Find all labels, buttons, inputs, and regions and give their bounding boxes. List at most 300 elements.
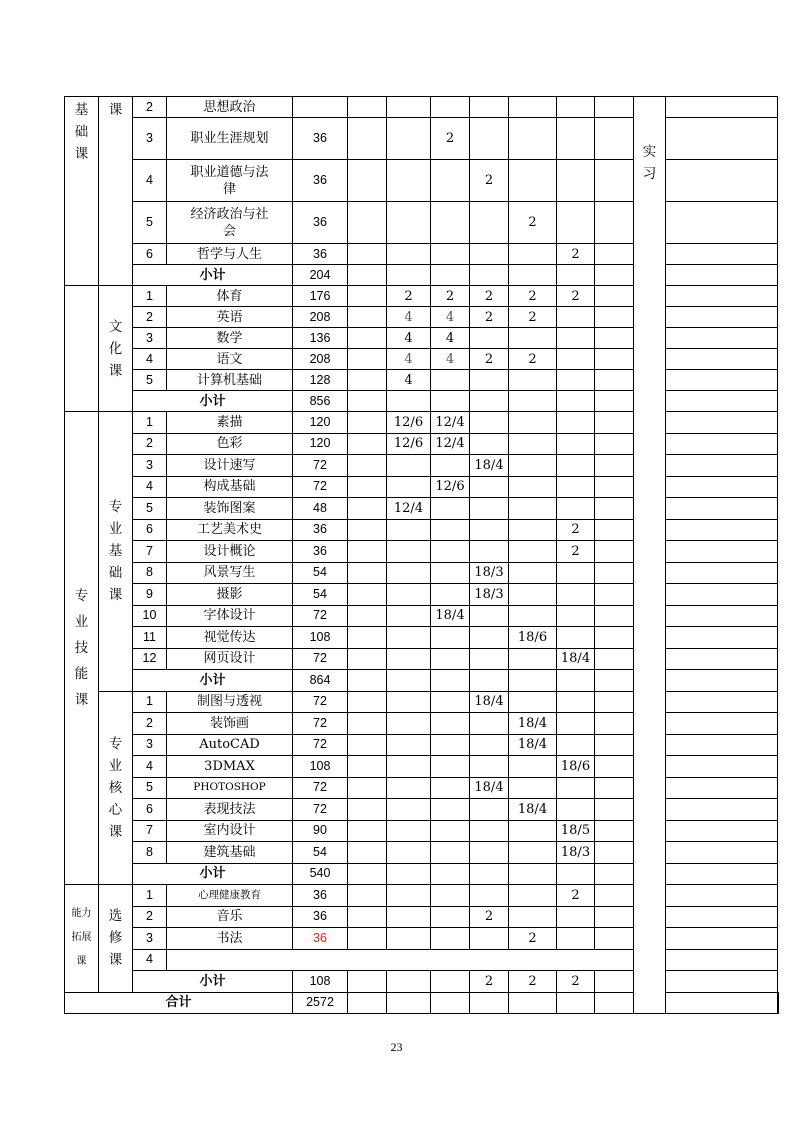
semester-2: 18/4 xyxy=(431,605,470,627)
row-no: 1 xyxy=(133,412,167,434)
semester-4: 18/4 xyxy=(509,734,557,756)
row-no: 5 xyxy=(133,777,167,799)
course-hours: 36 xyxy=(293,906,348,928)
course-hours: 36 xyxy=(293,118,348,160)
semester-3: 18/4 xyxy=(470,691,509,713)
semester-2 xyxy=(431,627,470,649)
semester-2 xyxy=(431,648,470,670)
empty-cell xyxy=(509,265,557,286)
empty-cell xyxy=(666,799,778,821)
empty-cell xyxy=(666,906,778,928)
semester-2: 4 xyxy=(431,349,470,370)
practice-label: 实习 xyxy=(642,144,657,182)
row-no: 2 xyxy=(133,713,167,735)
empty-cell xyxy=(557,391,595,412)
empty-cell xyxy=(557,863,595,885)
semester-4 xyxy=(509,756,557,778)
empty-cell xyxy=(595,863,634,885)
course-hours: 90 xyxy=(293,820,348,842)
semester-3 xyxy=(470,799,509,821)
empty-cell xyxy=(431,992,470,1014)
row-no: 5 xyxy=(133,370,167,391)
empty-cell xyxy=(595,713,634,735)
empty-cell xyxy=(348,455,387,477)
course-hours: 72 xyxy=(293,713,348,735)
course-hours: 36 xyxy=(293,244,348,265)
row-no: 3 xyxy=(133,455,167,477)
semester-1 xyxy=(387,842,431,864)
semester-4 xyxy=(509,328,557,349)
empty-cell xyxy=(348,605,387,627)
total-label: 合计 xyxy=(65,992,293,1014)
empty-cell xyxy=(666,756,778,778)
empty-cell xyxy=(666,349,778,370)
empty-cell xyxy=(509,391,557,412)
course-name: 装饰图案 xyxy=(167,498,293,520)
empty-cell xyxy=(348,756,387,778)
subtotal-label: 小计 xyxy=(133,670,293,692)
semester-5 xyxy=(557,605,595,627)
empty-cell xyxy=(470,992,509,1014)
empty-cell xyxy=(595,412,634,434)
empty-cell xyxy=(595,97,634,118)
empty-cell xyxy=(348,541,387,563)
empty-cell xyxy=(509,863,557,885)
row-no: 4 xyxy=(133,756,167,778)
semester-5 xyxy=(557,799,595,821)
empty-cell xyxy=(470,863,509,885)
empty-cell xyxy=(666,244,778,265)
semester-3 xyxy=(470,842,509,864)
semester-4 xyxy=(509,541,557,563)
empty-cell xyxy=(666,584,778,606)
empty-cell xyxy=(595,476,634,498)
semester-3 xyxy=(470,244,509,265)
course-name: 设计概论 xyxy=(167,541,293,563)
semester-4 xyxy=(509,97,557,118)
empty-cell xyxy=(666,605,778,627)
semester-1: 2 xyxy=(387,286,431,307)
empty-cell xyxy=(348,734,387,756)
empty-cell xyxy=(387,670,431,692)
course-hours: 54 xyxy=(293,842,348,864)
course-hours: 54 xyxy=(293,584,348,606)
semester-4: 18/4 xyxy=(509,713,557,735)
subtotal-hours: 540 xyxy=(293,863,348,885)
empty-cell xyxy=(595,349,634,370)
empty-cell xyxy=(666,691,778,713)
semester-4: 2 xyxy=(509,349,557,370)
semester-3: 2 xyxy=(470,160,509,202)
semester-2 xyxy=(431,842,470,864)
semester-3 xyxy=(470,605,509,627)
course-name: 表现技法 xyxy=(167,799,293,821)
empty-cell xyxy=(666,519,778,541)
empty-cell xyxy=(666,97,778,118)
empty-cell xyxy=(595,756,634,778)
course-name: 计算机基础 xyxy=(167,370,293,391)
row-no: 3 xyxy=(133,734,167,756)
curriculum-table xyxy=(64,96,779,1014)
row-no: 2 xyxy=(133,906,167,928)
semester-5: 18/3 xyxy=(557,842,595,864)
course-hours: 36 xyxy=(293,519,348,541)
course-name: 室内设计 xyxy=(167,820,293,842)
empty-cell xyxy=(595,992,634,1014)
empty-cell xyxy=(348,906,387,928)
empty-cell xyxy=(348,820,387,842)
empty-cell xyxy=(666,455,778,477)
semester-3 xyxy=(470,820,509,842)
empty-cell xyxy=(509,670,557,692)
row-no: 4 xyxy=(133,949,167,971)
semester-1 xyxy=(387,885,431,907)
semester-4 xyxy=(509,455,557,477)
empty-cell xyxy=(666,541,778,563)
course-hours: 208 xyxy=(293,307,348,328)
semester-4 xyxy=(509,605,557,627)
empty-cell xyxy=(348,391,387,412)
semester-3 xyxy=(470,627,509,649)
semester-2: 4 xyxy=(431,328,470,349)
empty-cell xyxy=(431,391,470,412)
empty-cell xyxy=(666,734,778,756)
empty-cell xyxy=(666,476,778,498)
semester-3 xyxy=(470,97,509,118)
course-hours: 72 xyxy=(293,799,348,821)
semester-1: 4 xyxy=(387,307,431,328)
course-hours: 120 xyxy=(293,433,348,455)
empty-cell xyxy=(595,885,634,907)
empty-cell xyxy=(666,713,778,735)
course-name xyxy=(167,160,293,202)
semester-2 xyxy=(431,97,470,118)
page-number: 23 xyxy=(390,1040,403,1054)
course-name: 建筑基础 xyxy=(167,842,293,864)
row-no: 9 xyxy=(133,584,167,606)
empty-cell xyxy=(387,863,431,885)
semester-2 xyxy=(431,906,470,928)
empty-cell xyxy=(595,519,634,541)
empty-cell xyxy=(348,777,387,799)
semester-1 xyxy=(387,820,431,842)
semester-2 xyxy=(431,562,470,584)
semester-2 xyxy=(431,541,470,563)
semester-5 xyxy=(557,412,595,434)
semester-3: 18/4 xyxy=(470,455,509,477)
empty-cell xyxy=(348,265,387,286)
row-no: 3 xyxy=(133,928,167,950)
empty-cell xyxy=(348,307,387,328)
empty-cell xyxy=(348,498,387,520)
row-no: 4 xyxy=(133,476,167,498)
semester-3 xyxy=(470,885,509,907)
semester-4 xyxy=(509,584,557,606)
semester-3 xyxy=(470,370,509,391)
semester-1 xyxy=(387,906,431,928)
empty-cell xyxy=(666,265,778,286)
semester-4 xyxy=(509,820,557,842)
empty-cell xyxy=(666,286,778,307)
semester-2 xyxy=(431,498,470,520)
empty-cell xyxy=(595,202,634,244)
empty-cell xyxy=(666,412,778,434)
empty-cell xyxy=(595,648,634,670)
semester-3: 2 xyxy=(470,349,509,370)
semester-3 xyxy=(470,648,509,670)
empty-cell xyxy=(595,562,634,584)
empty-cell xyxy=(595,799,634,821)
row-no: 5 xyxy=(133,498,167,520)
semester-2: 12/4 xyxy=(431,412,470,434)
semester-4 xyxy=(509,648,557,670)
empty-cell xyxy=(595,455,634,477)
row-no: 2 xyxy=(133,433,167,455)
empty-cell xyxy=(595,971,634,993)
semester-2: 12/6 xyxy=(431,476,470,498)
course-name: 书法 xyxy=(167,928,293,950)
semester-2 xyxy=(431,777,470,799)
semester-1 xyxy=(387,584,431,606)
semester-1: 4 xyxy=(387,328,431,349)
semester-4 xyxy=(509,160,557,202)
empty-cell xyxy=(348,584,387,606)
course-name: 英语 xyxy=(167,307,293,328)
empty-cell xyxy=(470,265,509,286)
semester-5 xyxy=(557,97,595,118)
row-no: 3 xyxy=(133,328,167,349)
empty-cell xyxy=(348,433,387,455)
semester-3 xyxy=(470,734,509,756)
empty-cell xyxy=(470,391,509,412)
semester-5 xyxy=(557,928,595,950)
semester-3 xyxy=(470,928,509,950)
subcategory-foundation-label: 专业基础课 xyxy=(108,499,123,604)
empty-cell xyxy=(557,670,595,692)
subcategory-politics-label: 课 xyxy=(108,102,123,118)
empty-cell xyxy=(348,286,387,307)
semester-4 xyxy=(509,519,557,541)
semester-4 xyxy=(509,244,557,265)
semester-5 xyxy=(557,160,595,202)
row-no: 8 xyxy=(133,562,167,584)
empty-cell xyxy=(348,202,387,244)
course-hours xyxy=(293,97,348,118)
empty-cell xyxy=(557,265,595,286)
course-name: 摄影 xyxy=(167,584,293,606)
course-name: 音乐 xyxy=(167,906,293,928)
course-name xyxy=(167,202,293,244)
semester-3: 18/3 xyxy=(470,584,509,606)
semester-2 xyxy=(431,244,470,265)
subtotal-hours: 856 xyxy=(293,391,348,412)
empty-cell xyxy=(348,670,387,692)
empty-cell xyxy=(595,328,634,349)
empty-cell xyxy=(348,160,387,202)
empty-cell xyxy=(348,349,387,370)
semester-2 xyxy=(431,370,470,391)
semester-5: 2 xyxy=(557,519,595,541)
semester-1 xyxy=(387,777,431,799)
empty-cell xyxy=(348,412,387,434)
semester-4 xyxy=(509,842,557,864)
semester-3 xyxy=(470,202,509,244)
semester-2 xyxy=(431,885,470,907)
subtotal-semester-4: 2 xyxy=(509,971,557,993)
semester-1: 12/6 xyxy=(387,433,431,455)
semester-5 xyxy=(557,498,595,520)
semester-5 xyxy=(557,118,595,160)
semester-4 xyxy=(509,412,557,434)
course-hours: 36 xyxy=(293,541,348,563)
semester-2 xyxy=(431,519,470,541)
empty-cell xyxy=(431,863,470,885)
course-name: 3DMAX xyxy=(167,756,293,778)
course-hours: 72 xyxy=(293,476,348,498)
course-hours-highlighted: 36 xyxy=(293,928,348,950)
semester-4 xyxy=(509,691,557,713)
semester-3 xyxy=(470,476,509,498)
row-no: 10 xyxy=(133,605,167,627)
empty-cell xyxy=(595,118,634,160)
course-hours: 208 xyxy=(293,349,348,370)
empty-cell xyxy=(348,799,387,821)
empty-cell xyxy=(595,842,634,864)
semester-1 xyxy=(387,476,431,498)
semester-4 xyxy=(509,562,557,584)
semester-2 xyxy=(431,160,470,202)
empty-cell xyxy=(348,519,387,541)
empty-cell xyxy=(595,541,634,563)
semester-1 xyxy=(387,244,431,265)
course-name xyxy=(167,118,293,160)
empty-cell xyxy=(348,863,387,885)
row-no: 1 xyxy=(133,286,167,307)
subtotal-label: 小计 xyxy=(133,265,293,286)
course-hours: 36 xyxy=(293,202,348,244)
subtotal-label: 小计 xyxy=(133,863,293,885)
row-no: 6 xyxy=(133,244,167,265)
semester-2 xyxy=(431,734,470,756)
empty-cell xyxy=(595,307,634,328)
empty-cell xyxy=(595,670,634,692)
empty-cell xyxy=(470,670,509,692)
course-hours: 136 xyxy=(293,328,348,349)
course-name: 设计速写 xyxy=(167,455,293,477)
empty-cell xyxy=(387,391,431,412)
semester-5 xyxy=(557,713,595,735)
semester-4 xyxy=(509,885,557,907)
semester-2 xyxy=(431,928,470,950)
empty-cell xyxy=(666,670,778,692)
semester-1 xyxy=(387,734,431,756)
semester-5 xyxy=(557,349,595,370)
empty-cell xyxy=(348,370,387,391)
course-name: 工艺美术史 xyxy=(167,519,293,541)
subcategory-core-label: 专业核心课 xyxy=(108,735,123,840)
empty-cell xyxy=(666,820,778,842)
course-hours: 120 xyxy=(293,412,348,434)
semester-5 xyxy=(557,562,595,584)
course-hours: 72 xyxy=(293,777,348,799)
empty-cell xyxy=(348,244,387,265)
semester-2 xyxy=(431,202,470,244)
empty-cell xyxy=(666,391,778,412)
row-no: 3 xyxy=(133,118,167,160)
semester-5 xyxy=(557,370,595,391)
empty-cell xyxy=(348,562,387,584)
subcategory-core xyxy=(99,691,133,885)
empty-cell xyxy=(666,307,778,328)
empty-cell xyxy=(595,265,634,286)
semester-5 xyxy=(557,202,595,244)
subtotal-semester-3: 2 xyxy=(470,971,509,993)
course-name: AutoCAD xyxy=(167,734,293,756)
row-no: 6 xyxy=(133,799,167,821)
semester-5 xyxy=(557,906,595,928)
category-basic-label: 基础课 xyxy=(74,102,89,162)
subtotal-label: 小计 xyxy=(133,391,293,412)
empty-cell xyxy=(387,265,431,286)
semester-3 xyxy=(470,412,509,434)
empty-cell xyxy=(595,820,634,842)
course-hours: 72 xyxy=(293,648,348,670)
course-name: 哲学与人生 xyxy=(167,244,293,265)
empty-cell xyxy=(431,971,470,993)
empty-cell xyxy=(666,928,778,950)
semester-2: 2 xyxy=(431,286,470,307)
semester-1: 12/6 xyxy=(387,412,431,434)
empty-cell xyxy=(387,971,431,993)
semester-3 xyxy=(470,433,509,455)
empty-cell xyxy=(666,433,778,455)
semester-2 xyxy=(431,756,470,778)
subcategory-elective-label: 选修课 xyxy=(108,908,123,969)
empty-cell xyxy=(595,433,634,455)
category-basic-continued xyxy=(65,286,99,412)
semester-3: 2 xyxy=(470,906,509,928)
semester-1 xyxy=(387,627,431,649)
empty-cell xyxy=(778,992,779,1014)
semester-1 xyxy=(387,691,431,713)
course-name: 数学 xyxy=(167,328,293,349)
row-no: 6 xyxy=(133,519,167,541)
empty-cell xyxy=(666,885,778,907)
row-no: 2 xyxy=(133,97,167,118)
row-no: 2 xyxy=(133,307,167,328)
course-name: 色彩 xyxy=(167,433,293,455)
semester-4 xyxy=(509,118,557,160)
empty-cell xyxy=(348,328,387,349)
curriculum-table-body xyxy=(65,97,779,1014)
semester-4 xyxy=(509,433,557,455)
subtotal-hours: 204 xyxy=(293,265,348,286)
empty-cell xyxy=(595,498,634,520)
empty-cell xyxy=(348,971,387,993)
semester-1: 12/4 xyxy=(387,498,431,520)
semester-5: 2 xyxy=(557,244,595,265)
empty-cell xyxy=(595,160,634,202)
empty-cell xyxy=(348,885,387,907)
subcategory-politics xyxy=(99,97,133,286)
semester-1 xyxy=(387,928,431,950)
semester-2 xyxy=(431,584,470,606)
empty-cell xyxy=(666,949,778,971)
empty-cell xyxy=(595,244,634,265)
empty-cell xyxy=(595,734,634,756)
empty-cell xyxy=(666,992,778,1014)
empty-cell xyxy=(387,992,431,1014)
